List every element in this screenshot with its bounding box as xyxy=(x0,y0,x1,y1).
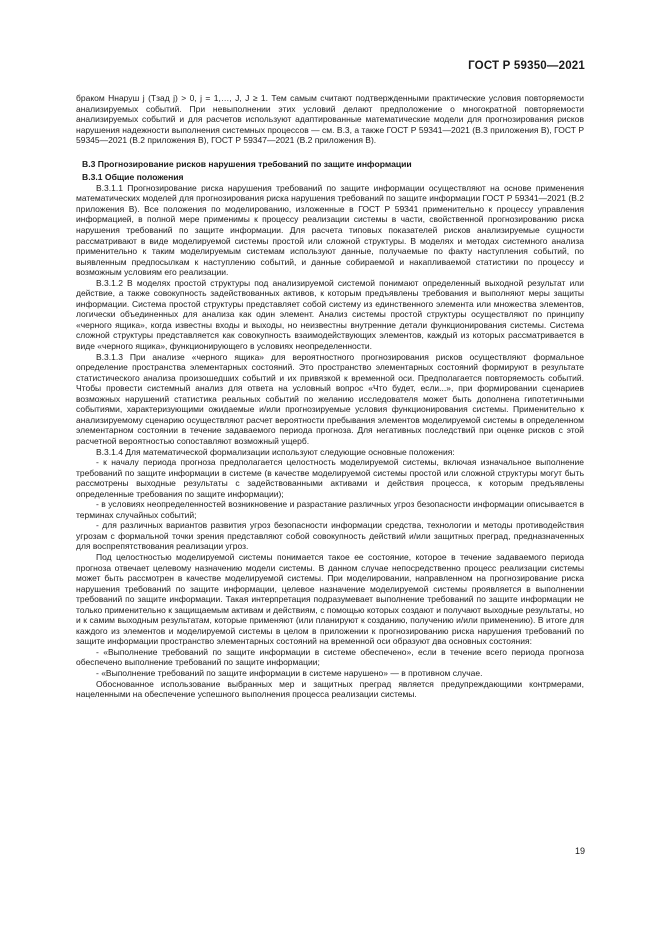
paragraph-integrity: Под целостностью моделируемой системы понимается такое ее состояние, которое в течение задаваемого периода прогноза отвечает целевому назначению модели системы. В данном случае непосредственно процесс реализации системы может быть рассмотрен в качестве моделируемой системы. При моделировании, направленном на прогнозирование риска нарушения требований по защите информации, целевое назначение моделируемой системы проявляется в выполнении требований по защите информации. Такая интерпретация подразумевает выполнение требований по защите информации не только применительно к защищаемым активам и действиям, с помощью которых создают и получают выходные результаты, но и к самим выходным результатам, которые применяют (или планируют к созданию, получению и/или применению). В итоге для каждого из элементов и моделируемой системы в целом в приложении к прогнозированию риска нарушения требований по защите информации пространство элементарных состояний на временной оси образуют два основных состояния: xyxy=(76,551,584,647)
list-item: - «Выполнение требований по защите информации в системе обеспечено», если в течение всего периода прогноза обеспечено выполнение требований по защите информации; xyxy=(76,646,584,668)
list-item: - к началу периода прогноза предполагается целостность моделируемой системы, включая изначальное выполнение требований по защите информации в системе (в качестве моделируемой системы простой или сложной структуры могут быть рассмотрены выходные результаты с задействованными активами и действия процесса, к которым предъявлены определенные требования по защите информации); xyxy=(76,457,584,499)
intro-paragraph: браком Hнаруш j (Tзад j) > 0, j = 1,…, J, J ≥ 1. Тем самым считают подтвержденными практические условия повторяемости анализируемых событий. При невыполнении этих условий делают предположение о многократной повторяемости анализируемых событий и для расчетов используют адаптированные математические модели для прогнозирования рисков нарушения надежности выполнения системных процессов — см. В.3, а также ГОСТ Р 59341—2021 (В.3 приложения В), ГОСТ Р 59345—2021 (В.2 приложения В), ГОСТ Р 59347—2021 (В.2 приложения В). xyxy=(76,93,584,146)
paragraph-b-3-1-2: В.3.1.2 В моделях простой структуры под анализируемой системой понимают определенный выходной результат или действие, а также совокупность задействованных активов, к которым предъявлены требования и выполняют меры защиты информации. Система простой структуры представляет собой систему из единственного элемента или множества элементов, логически объединенных для анализа как один элемент. Анализ системы простой структуры осуществляют по принципу «черного ящика», когда известны входы и выходы, но неизвестны внутренние детали функционирования системы. Система сложной структуры представляется как совокупность взаимодействующих элементов, каждый из которых рассматривается в виде «черного ящика», функционирующего в условиях неопределенности. xyxy=(76,277,584,352)
list-item: - для различных вариантов развития угроз безопасности информации средства, технологии и методы противодействия угрозам с формальной точки зрения представляют собой совокупность действий и/или защитных преград, предназначенных для воспрепятствования реализации угроз. xyxy=(76,520,584,552)
subsection-title: В.3.1 Общие положения xyxy=(82,172,184,183)
paragraph-b-3-1-4: В.3.1.4 Для математической формализации используют следующие основные положения: xyxy=(96,446,455,457)
paragraph-b-3-1-1: В.3.1.1 Прогнозирование риска нарушения требований по защите информации осуществляют на основе применения математических моделей для прогнозирования риска нарушения требований по защите информации ГОСТ Р 59341—2021 (В.2 приложения В). Все положения по моделированию, изложенные в ГОСТ Р 59341 применительно к процессу управления информацией, в полной мере применимы к процессу реализации системы в части, свойственной прогнозированию риска нарушения требований по защите информации. Для расчета типовых показателей рисков анализируемые сущности рассматривают в виде моделируемой системы простой или сложной структуры. В моделях и методах системного анализа применительно к таким моделируемым системам используют данные, получаемые по факту наступления событий, по выявленным предпосылкам к наступлению событий, и данные собираемой и накапливаемой статистики по процессу и возможным условиям его реализации. xyxy=(76,182,584,278)
document-body xyxy=(76,93,584,700)
list-item: - «Выполнение требований по защите информации в системе нарушено» — в противном случае. xyxy=(96,667,483,678)
page-number: 19 xyxy=(574,846,585,856)
paragraph-b-3-1-3: В.3.1.3 При анализе «черного ящика» для вероятностного прогнозирования рисков осуществляют формальное определение пространства элементарных состояний. Это пространство элементарных состояний формируют в результате статистического анализа произошедших событий и их привязкой к временной оси. Предполагается повторяемость событий. Чтобы провести системный анализ для ответа на условный вопрос «Что будет, если...», при формировании сценариев возможных нарушений статистика реальных событий по желанию исследователя может быть дополнена гипотетичными событиями, характеризующими ожидаемые и/или прогнозируемые условия функционирования системы. Применительно к анализируемому сценарию осуществляют расчет вероятности пребывания элементов моделируемой системы в определенном элементарном состоянии в течение задаваемого периода прогноза. Для негативных последствий при оценке рисков с этой расчетной вероятностью сопоставляют возможный ущерб. xyxy=(76,351,584,446)
list-item: - в условиях неопределенностей возникновение и разрастание различных угроз безопасности информации описывается в терминах случайных событий; xyxy=(76,499,584,520)
document-header: ГОСТ Р 59350—2021 xyxy=(468,60,585,72)
section-title: В.3 Прогнозирование рисков нарушения требований по защите информации xyxy=(82,158,412,169)
paragraph-conclusion: Обоснованное использование выбранных мер и защитных преград является предупреждающими контрмерами, нацеленными на обеспечение успешного выполнения процесса реализации системы. xyxy=(76,678,584,700)
